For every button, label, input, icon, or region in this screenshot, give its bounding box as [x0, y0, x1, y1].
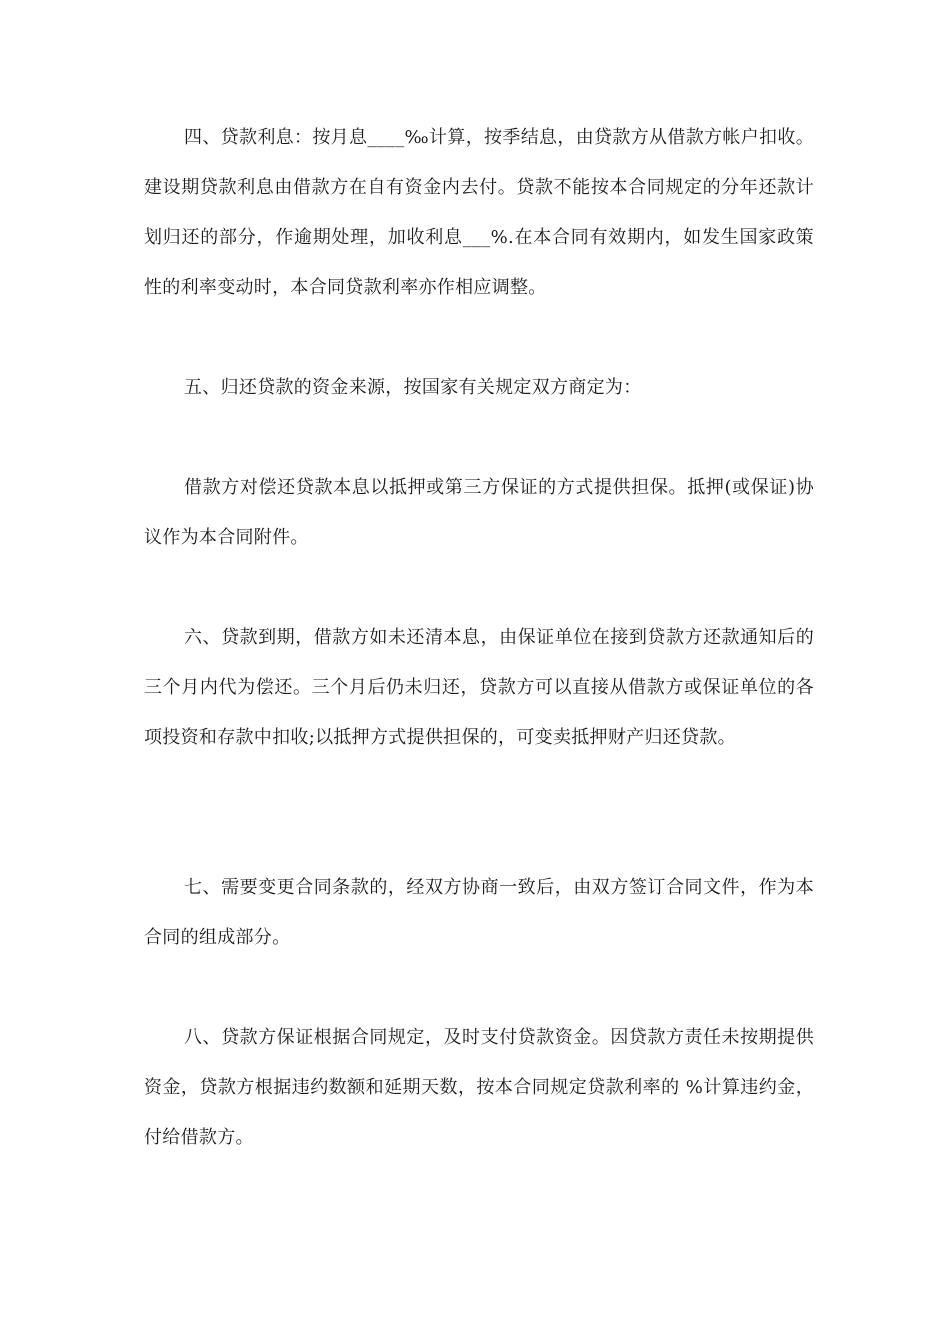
paragraph-repayment-source: 五、归还贷款的资金来源，按国家有关规定双方商定为：	[184, 377, 642, 398]
paragraph-amendment: 七、需要变更合同条款的，经双方协商一致后，由双方签订合同文件，作为本合同的组成部分。	[144, 877, 814, 948]
paragraph-guarantee: 借款方对偿还贷款本息以抵押或第三方保证的方式提供担保。抵押(或保证)协议作为本合同附件。	[144, 477, 814, 548]
paragraph-lender-obligation: 八、贷款方保证根据合同规定，及时支付贷款资金。因贷款方责任未按期提供资金，贷款方根据违约数额和延期天数，按本合同规定贷款利率的 %计算违约金，付给借款方。	[144, 1027, 814, 1148]
paragraph-overdue: 六、贷款到期，借款方如未还清本息，由保证单位在接到贷款方还款通知后的三个月内代为偿还。三个月后仍未归还，贷款方可以直接从借款方或保证单位的各项投资和存款中扣收;以抵押方式提供担保的，可变卖抵押财产归还贷款。	[144, 627, 814, 748]
paragraph-interest: 四、贷款利息：按月息____‰计算，按季结息，由贷款方从借款方帐户扣收。建设期贷款利息由借款方在自有资金内去付。贷款不能按本合同规定的分年还款计划归还的部分，作逾期处理，加收利息___%.在本合同有效期内，如发生国家政策性的利率变动时，本合同贷款利率亦作相应调整。	[144, 127, 814, 298]
